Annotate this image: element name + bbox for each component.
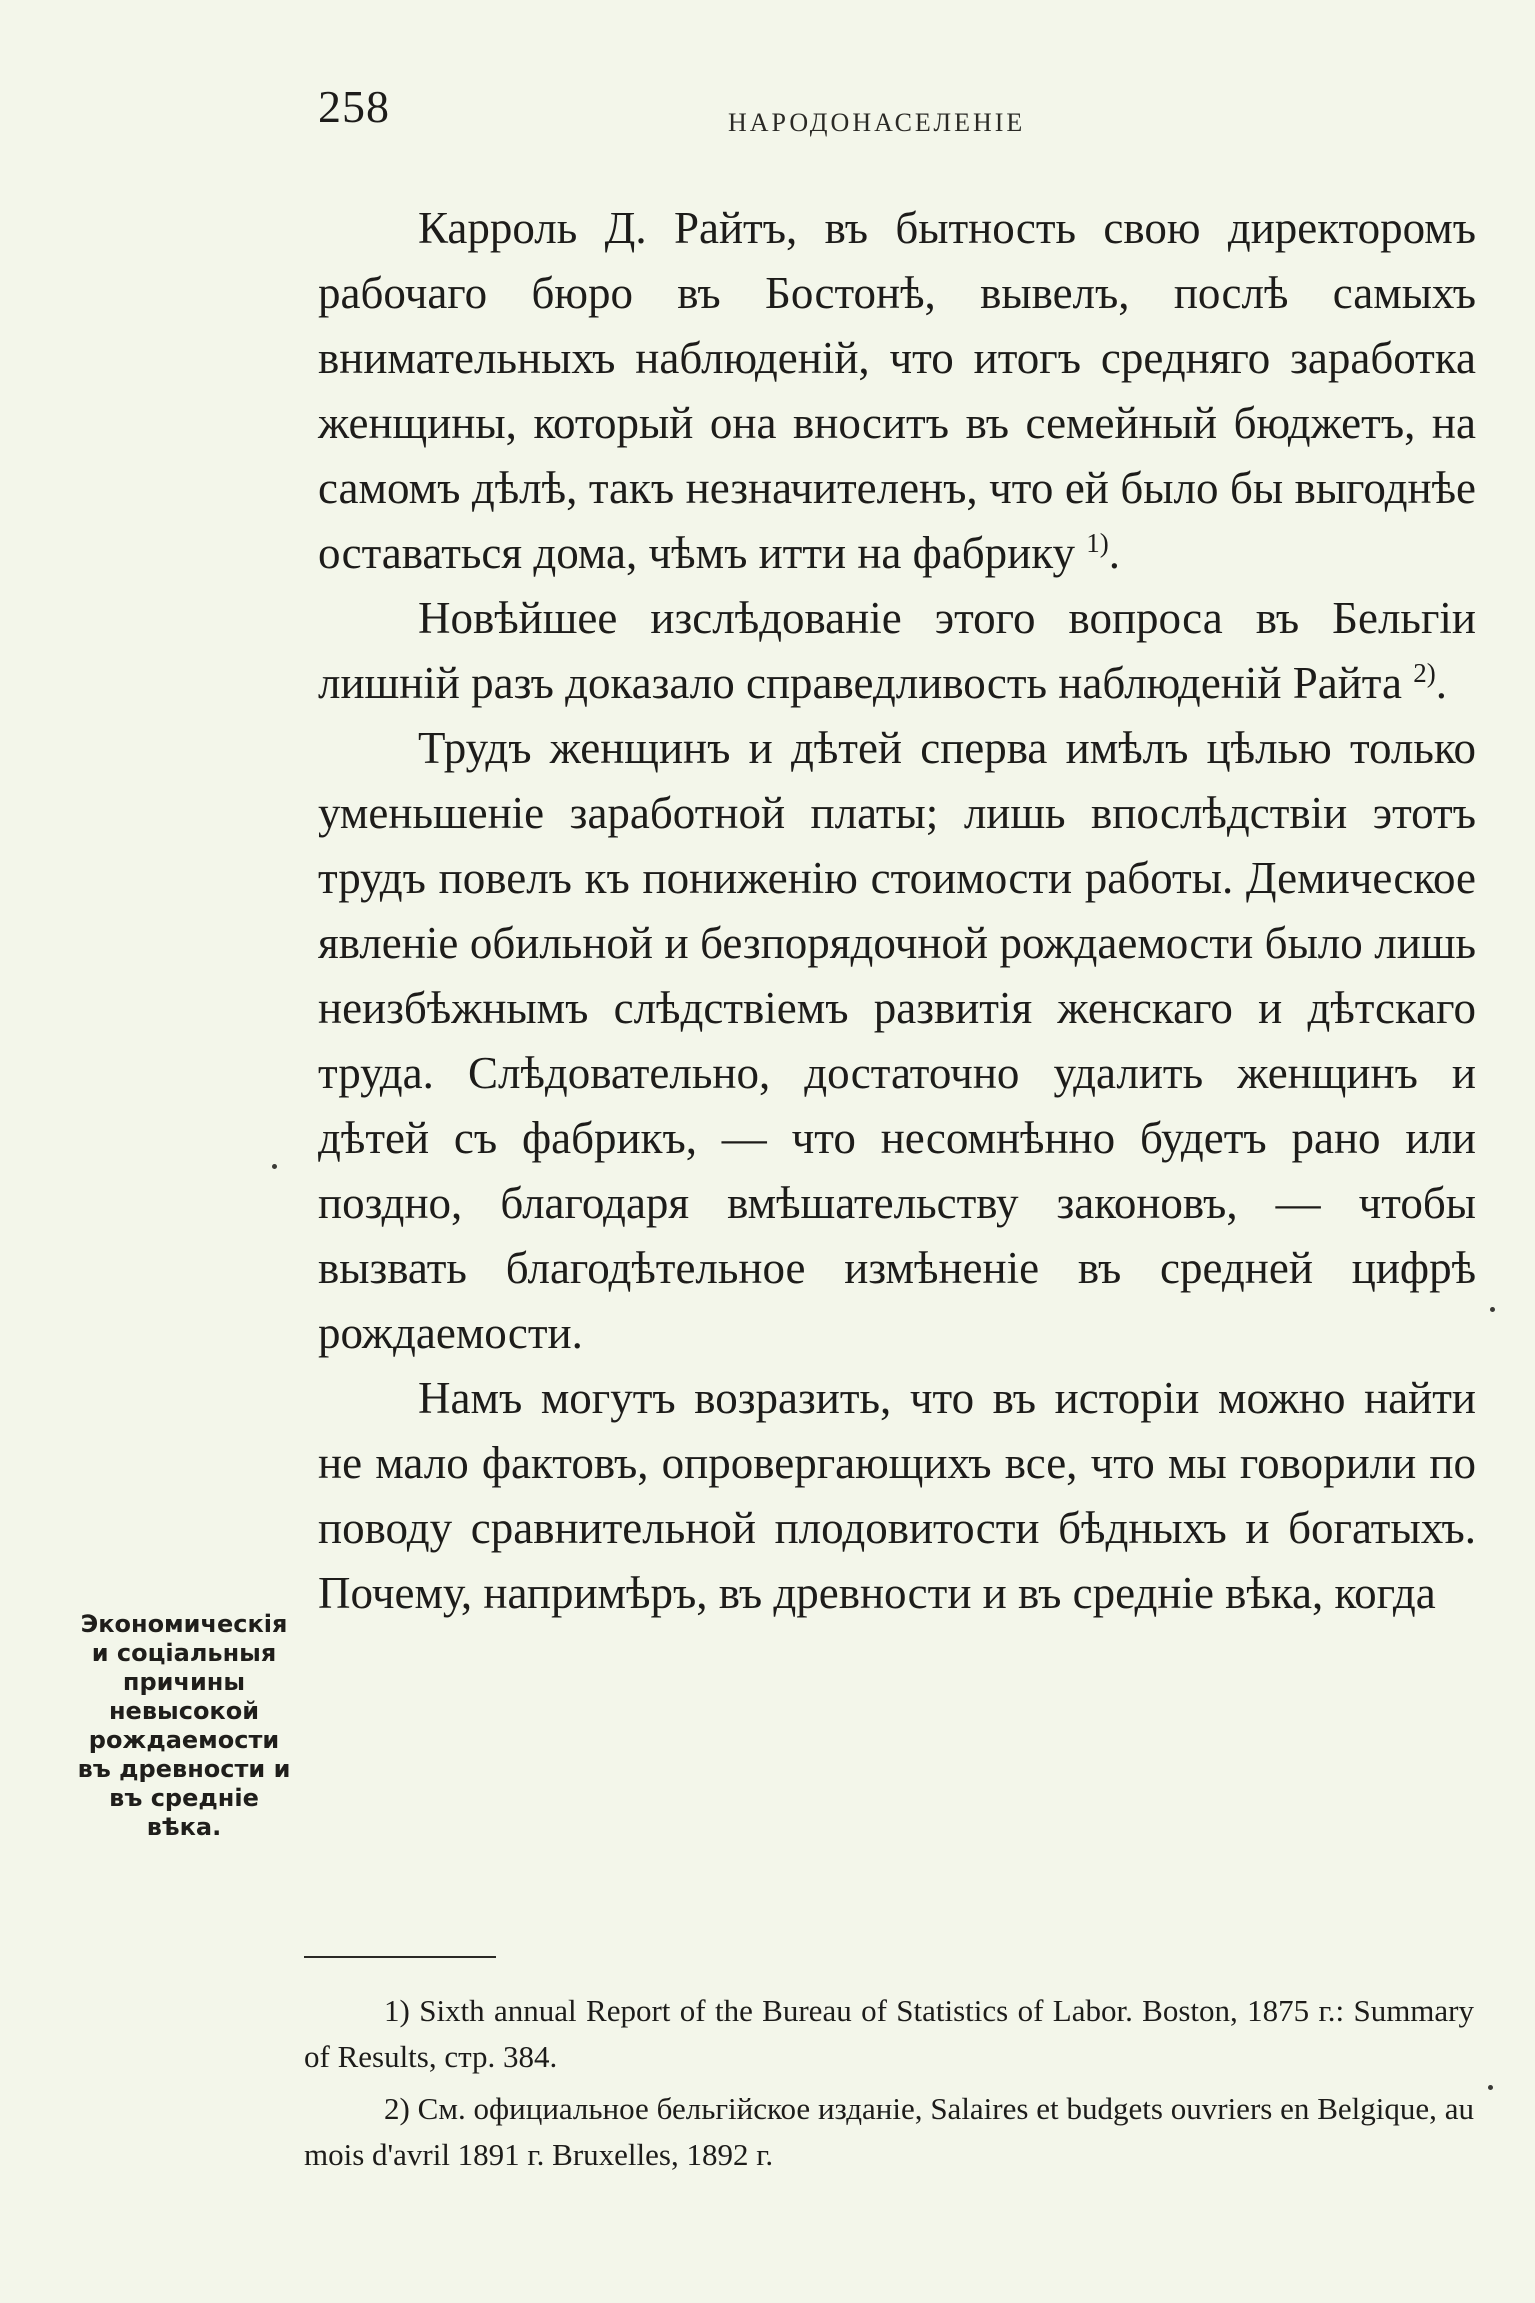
running-head: НАРОДОНАСЕЛЕНІЕ (728, 108, 1026, 137)
paper-speck (1490, 1307, 1495, 1312)
footnote (304, 2086, 1474, 2178)
page-number: 258 (318, 81, 390, 132)
margin-note: Экономическія и соціальныя причины невысокой рождаемости въ древности и въ средніе вѣка. (77, 1610, 291, 1841)
paragraph-text: Намъ могутъ возразить, что въ исторіи можно найти не мало фактовъ, опровергающихъ все, что мы говорили по поводу сравнительной плодовитости бѣдныхъ и богатыхъ. Почему, напримѣръ, въ древности и въ средніе вѣка, когда (318, 1373, 1476, 1618)
footnote-divider (304, 1956, 496, 1958)
paragraph (318, 586, 1476, 716)
footnote-marker: 2) (384, 2091, 410, 2126)
footnotes (304, 1988, 1474, 2184)
paragraph-text: Новѣйшее изслѣдованіе этого вопроса въ Бельгіи лишній разъ доказало справедливость наблюденій Райта (318, 593, 1476, 708)
footnote (304, 1988, 1474, 2080)
paragraph: Карроль Д. Райтъ, въ бытность свою директоромъ рабочаго бюро въ Бостонѣ, вывелъ, послѣ самыхъ внимательныхъ наблюденій, что итогъ средняго заработка женщины, который она вноситъ въ семейный бюджетъ, на самомъ дѣлѣ, такъ незначителенъ, что ей было бы выгоднѣе оставаться дома, чѣмъ итти на фабрику $^{1)}$. (318, 203, 1476, 578)
paragraph (318, 1366, 1476, 1626)
footnote-text: Sixth annual Report of the Bureau of Statistics of Labor. Boston, 1875 г.: Summary of Results, стр. 384. (304, 1993, 1475, 2074)
footnote-text: См. официальное бельгійское изданіе, Salaires et budgets ouvriers en Belgique, au mois d'avril 1891 г. Bruxelles, 1892 г. (304, 2091, 1475, 2172)
paper-speck (1488, 2085, 1493, 2090)
footnote-marker: 1) (384, 1993, 410, 2028)
footnote-ref: 2) (1413, 658, 1436, 688)
footnote-ref: 1) (1086, 528, 1109, 558)
paragraph-end-punct: . (1435, 658, 1447, 708)
paragraph-text: Трудъ женщинъ и дѣтей сперва имѣлъ цѣлью только уменьшеніе заработной платы; лишь впослѣдствіи этотъ трудъ повелъ къ пониженію стоимости работы. Демическое явленіе обильной и безпорядочной рождаемости было лишь неизбѣжнымъ слѣдствіемъ развитія женскаго и дѣтскаго труда. Слѣдовательно, достаточно удалить женщинъ и дѣтей съ фабрикъ, — что несомнѣнно будетъ рано или поздно, благодаря вмѣшательству законовъ, — чтобы вызвать благодѣтельное измѣненіе въ средней цифрѣ рождаемости. (318, 723, 1476, 1358)
paragraph (318, 716, 1476, 1366)
paragraph-text: Карроль Д. Райтъ, въ бытность свою директоромъ рабочаго бюро въ Бостонѣ, вывелъ, послѣ самыхъ внимательныхъ наблюденій, что итогъ средняго заработка женщины, который она вноситъ въ семейный бюджетъ, на самомъ дѣлѣ, такъ незначителенъ, что ей было бы выгоднѣе оставаться дома, чѣмъ итти на фабрику (318, 203, 1476, 578)
paper-speck (272, 1164, 277, 1169)
main-text (318, 196, 1476, 1626)
